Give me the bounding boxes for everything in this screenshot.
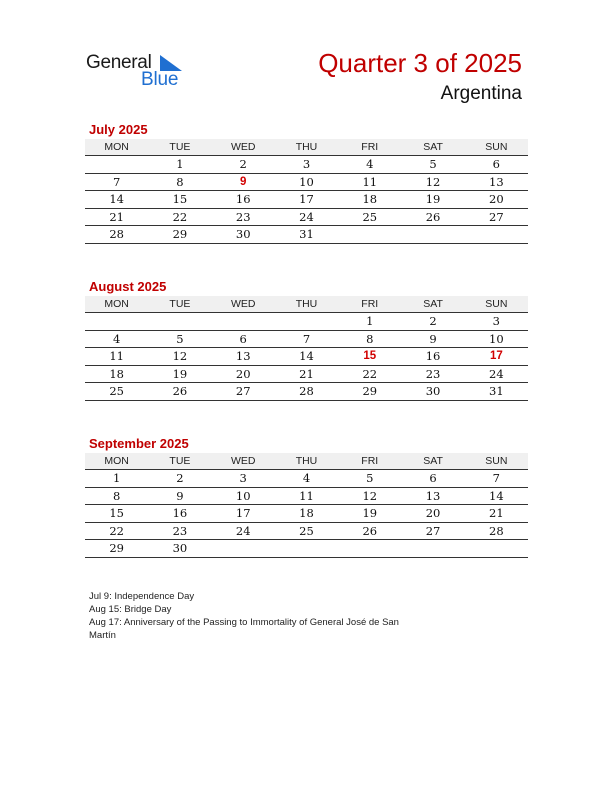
holiday-notes <box>89 590 419 642</box>
weekday-label: THU <box>275 453 338 470</box>
day-cell: 30 <box>212 226 275 244</box>
weekday-label: SAT <box>401 139 464 156</box>
day-cell: 21 <box>85 208 148 226</box>
weekday-label: FRI <box>338 453 401 470</box>
day-cell: 5 <box>338 470 401 488</box>
day-cell: 28 <box>465 522 528 540</box>
weekday-label: WED <box>212 453 275 470</box>
weekday-label: WED <box>212 296 275 313</box>
day-cell: 12 <box>148 348 211 366</box>
day-cell: 24 <box>275 208 338 226</box>
day-cell: 3 <box>212 470 275 488</box>
week-row <box>85 226 528 244</box>
day-cell: 14 <box>465 487 528 505</box>
day-cell: 12 <box>338 487 401 505</box>
empty-day-cell <box>212 540 275 558</box>
month-title: August 2025 <box>89 279 167 294</box>
day-cell: 29 <box>338 383 401 401</box>
day-cell: 23 <box>212 208 275 226</box>
day-cell: 4 <box>275 470 338 488</box>
day-cell: 10 <box>275 173 338 191</box>
brand-logo <box>86 52 186 92</box>
day-cell: 25 <box>275 522 338 540</box>
weekday-header-row <box>85 296 528 313</box>
day-cell: 6 <box>465 156 528 174</box>
week-row <box>85 330 528 348</box>
day-cell: 13 <box>401 487 464 505</box>
day-cell: 18 <box>275 505 338 523</box>
empty-day-cell <box>338 226 401 244</box>
day-cell: 5 <box>401 156 464 174</box>
weekday-header-row <box>85 453 528 470</box>
day-cell: 26 <box>148 383 211 401</box>
country-name: Argentina <box>440 83 522 104</box>
week-row <box>85 365 528 383</box>
weekday-label: SUN <box>465 139 528 156</box>
page-title: Quarter 3 of 2025 <box>318 48 522 78</box>
month-title: September 2025 <box>89 436 189 451</box>
day-cell: 19 <box>148 365 211 383</box>
day-cell: 8 <box>148 173 211 191</box>
day-cell: 23 <box>148 522 211 540</box>
week-row <box>85 208 528 226</box>
weekday-label: SUN <box>465 296 528 313</box>
day-cell: 9 <box>401 330 464 348</box>
weekday-label: TUE <box>148 296 211 313</box>
day-cell: 5 <box>148 330 211 348</box>
week-row <box>85 540 528 558</box>
day-cell: 23 <box>401 365 464 383</box>
empty-day-cell <box>465 226 528 244</box>
month-title: July 2025 <box>89 122 148 137</box>
day-cell: 27 <box>401 522 464 540</box>
day-cell: 4 <box>338 156 401 174</box>
day-cell: 15 <box>85 505 148 523</box>
day-cell: 3 <box>465 313 528 331</box>
day-cell: 16 <box>401 348 464 366</box>
weekday-label: SAT <box>401 296 464 313</box>
day-cell: 26 <box>401 208 464 226</box>
day-cell: 26 <box>338 522 401 540</box>
empty-day-cell <box>338 540 401 558</box>
empty-day-cell <box>85 156 148 174</box>
day-cell: 1 <box>338 313 401 331</box>
weekday-label: FRI <box>338 296 401 313</box>
day-cell: 13 <box>465 173 528 191</box>
week-row <box>85 522 528 540</box>
day-cell: 21 <box>465 505 528 523</box>
week-row <box>85 191 528 209</box>
month-calendar-september <box>85 436 528 558</box>
weekday-label: MON <box>85 296 148 313</box>
day-cell: 22 <box>148 208 211 226</box>
weekday-label: TUE <box>148 139 211 156</box>
logo-text-general: General <box>86 52 152 73</box>
weekday-label: MON <box>85 453 148 470</box>
weekday-label: THU <box>275 139 338 156</box>
week-row <box>85 173 528 191</box>
day-cell: 1 <box>85 470 148 488</box>
empty-day-cell <box>148 313 211 331</box>
day-cell: 16 <box>148 505 211 523</box>
logo-text-blue: Blue <box>141 69 179 90</box>
week-row <box>85 348 528 366</box>
day-cell: 31 <box>465 383 528 401</box>
day-cell: 31 <box>275 226 338 244</box>
holiday-day-cell: 17 <box>465 348 528 366</box>
day-cell: 6 <box>401 470 464 488</box>
day-cell: 29 <box>85 540 148 558</box>
weekday-label: WED <box>212 139 275 156</box>
day-cell: 1 <box>148 156 211 174</box>
day-cell: 24 <box>465 365 528 383</box>
holiday-day-cell: 9 <box>212 173 275 191</box>
weekday-label: MON <box>85 139 148 156</box>
week-row <box>85 313 528 331</box>
month-calendar-august <box>85 279 528 401</box>
day-cell: 2 <box>401 313 464 331</box>
calendar-table <box>85 139 528 244</box>
day-cell: 14 <box>275 348 338 366</box>
day-cell: 19 <box>338 505 401 523</box>
weekday-label: TUE <box>148 453 211 470</box>
month-calendar-july <box>85 122 528 244</box>
day-cell: 22 <box>85 522 148 540</box>
day-cell: 17 <box>275 191 338 209</box>
weekday-label: THU <box>275 296 338 313</box>
empty-day-cell <box>401 226 464 244</box>
day-cell: 18 <box>85 365 148 383</box>
holiday-note: Aug 17: Anniversary of the Passing to Immortality of General José de San Martín <box>89 617 399 641</box>
day-cell: 11 <box>275 487 338 505</box>
day-cell: 22 <box>338 365 401 383</box>
week-row <box>85 470 528 488</box>
day-cell: 11 <box>85 348 148 366</box>
week-row <box>85 383 528 401</box>
day-cell: 25 <box>338 208 401 226</box>
weekday-label: SAT <box>401 453 464 470</box>
empty-day-cell <box>85 313 148 331</box>
day-cell: 13 <box>212 348 275 366</box>
day-cell: 11 <box>338 173 401 191</box>
day-cell: 12 <box>401 173 464 191</box>
week-row <box>85 487 528 505</box>
day-cell: 7 <box>275 330 338 348</box>
day-cell: 20 <box>465 191 528 209</box>
day-cell: 7 <box>465 470 528 488</box>
weekday-header-row <box>85 139 528 156</box>
day-cell: 27 <box>212 383 275 401</box>
day-cell: 14 <box>85 191 148 209</box>
week-row <box>85 156 528 174</box>
day-cell: 4 <box>85 330 148 348</box>
day-cell: 2 <box>148 470 211 488</box>
empty-day-cell <box>465 540 528 558</box>
calendar-table <box>85 453 528 558</box>
day-cell: 2 <box>212 156 275 174</box>
day-cell: 6 <box>212 330 275 348</box>
empty-day-cell <box>275 540 338 558</box>
day-cell: 8 <box>338 330 401 348</box>
empty-day-cell <box>212 313 275 331</box>
day-cell: 9 <box>148 487 211 505</box>
holiday-note: Jul 9: Independence Day <box>89 591 195 602</box>
day-cell: 20 <box>212 365 275 383</box>
day-cell: 16 <box>212 191 275 209</box>
holiday-day-cell: 15 <box>338 348 401 366</box>
day-cell: 17 <box>212 505 275 523</box>
day-cell: 8 <box>85 487 148 505</box>
day-cell: 10 <box>465 330 528 348</box>
day-cell: 28 <box>85 226 148 244</box>
calendar-table <box>85 296 528 401</box>
day-cell: 21 <box>275 365 338 383</box>
day-cell: 24 <box>212 522 275 540</box>
empty-day-cell <box>401 540 464 558</box>
weekday-label: SUN <box>465 453 528 470</box>
day-cell: 3 <box>275 156 338 174</box>
day-cell: 27 <box>465 208 528 226</box>
day-cell: 25 <box>85 383 148 401</box>
day-cell: 20 <box>401 505 464 523</box>
day-cell: 19 <box>401 191 464 209</box>
day-cell: 18 <box>338 191 401 209</box>
day-cell: 7 <box>85 173 148 191</box>
day-cell: 30 <box>148 540 211 558</box>
day-cell: 29 <box>148 226 211 244</box>
day-cell: 15 <box>148 191 211 209</box>
day-cell: 28 <box>275 383 338 401</box>
week-row <box>85 505 528 523</box>
empty-day-cell <box>275 313 338 331</box>
holiday-note: Aug 15: Bridge Day <box>89 604 172 615</box>
weekday-label: FRI <box>338 139 401 156</box>
day-cell: 10 <box>212 487 275 505</box>
day-cell: 30 <box>401 383 464 401</box>
